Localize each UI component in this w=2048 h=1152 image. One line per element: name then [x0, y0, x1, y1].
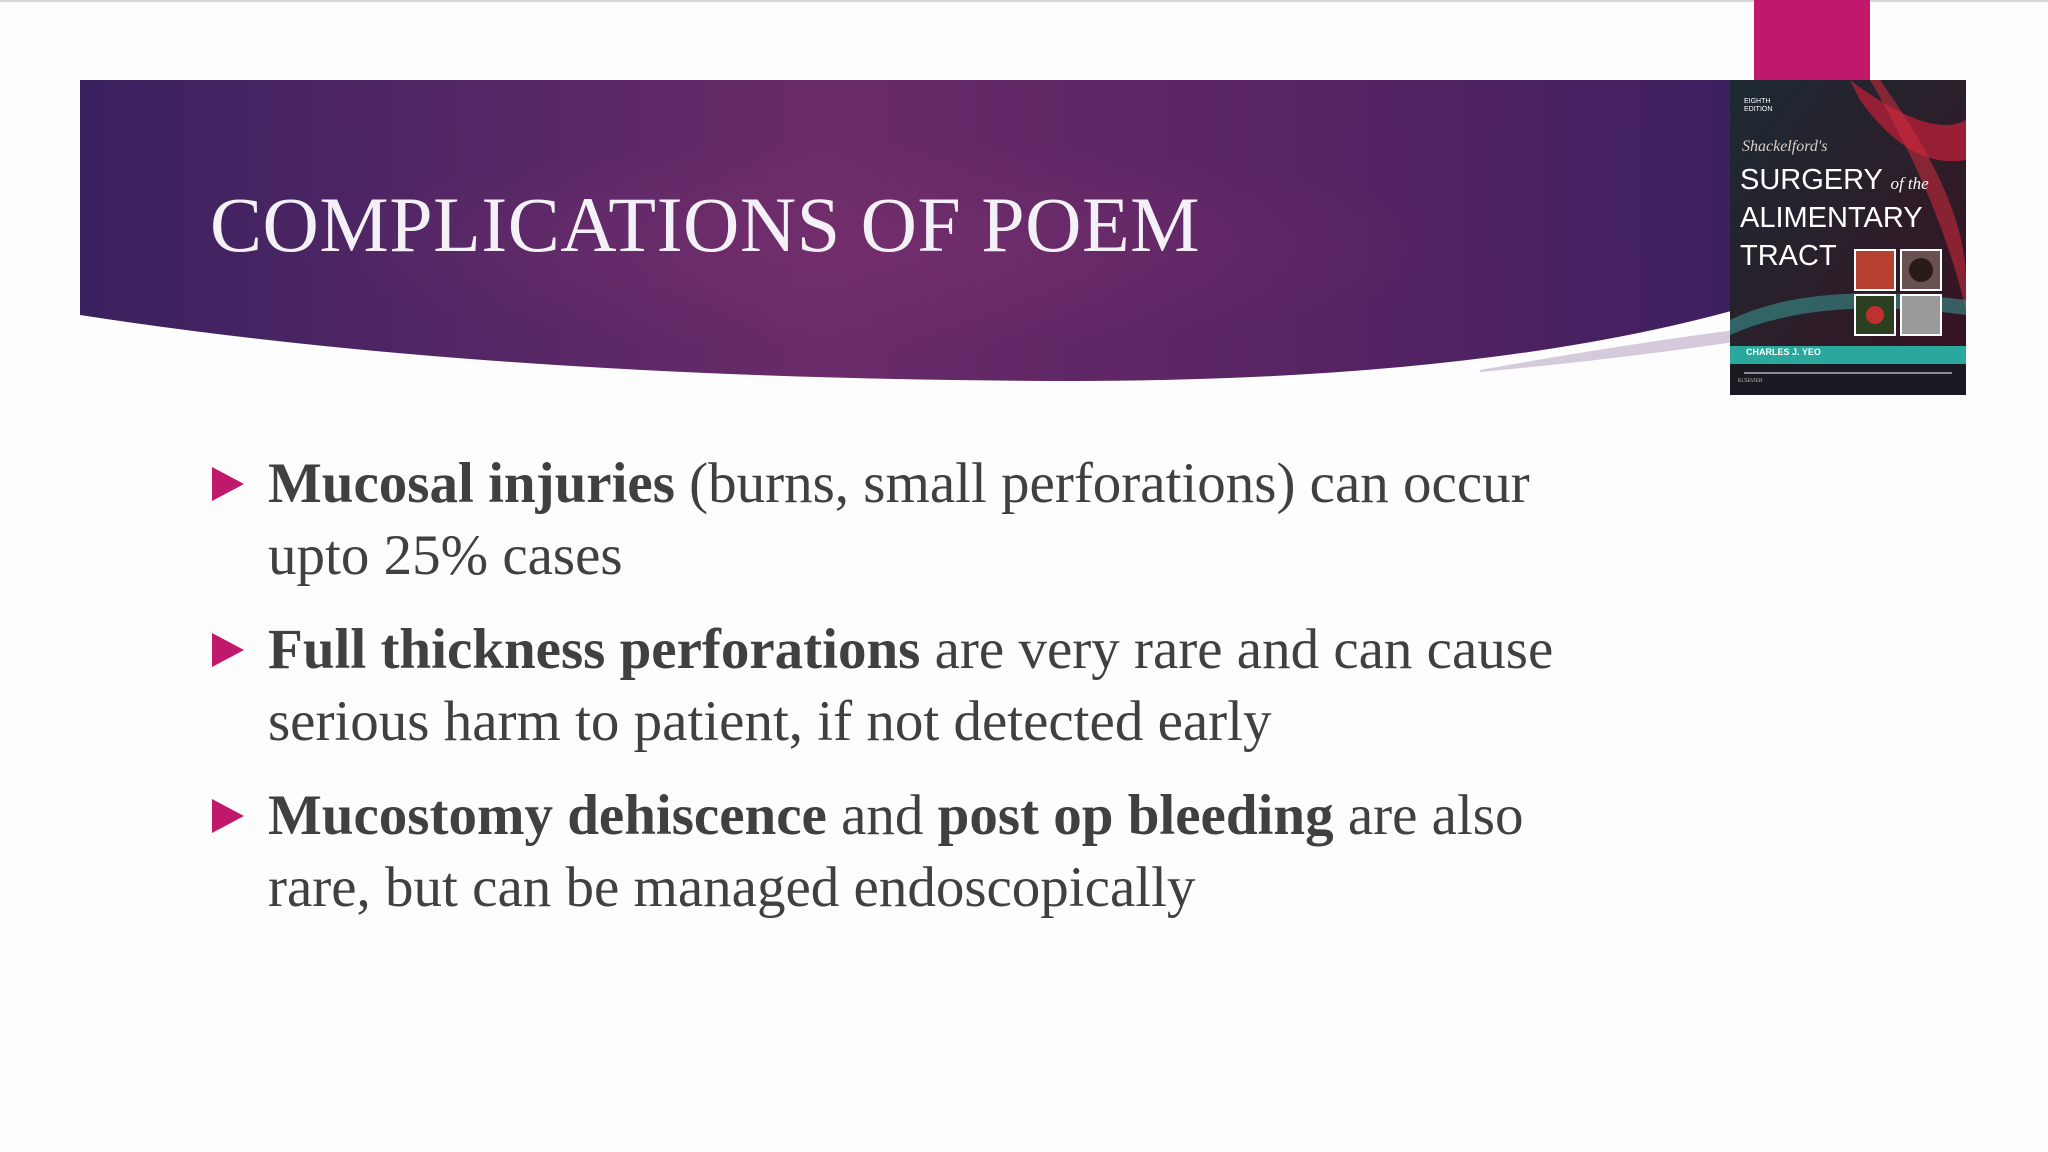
- triangle-bullet-icon: [212, 633, 244, 667]
- book-title-of-the: of the: [1890, 174, 1929, 193]
- bullet-text: are also rare, but can be managed endoscopically: [268, 784, 1524, 919]
- book-cover-image: [1730, 80, 1966, 395]
- top-divider: [0, 0, 2048, 2]
- triangle-bullet-icon: [212, 799, 244, 833]
- bullet-item: [210, 448, 1630, 592]
- book-title-surgery: SURGERY: [1740, 164, 1883, 196]
- bullet-item: [210, 780, 1630, 924]
- bullet-bold-text: Mucosal injuries: [268, 452, 675, 515]
- book-title-line2: ALIMENTARY: [1740, 202, 1923, 234]
- book-publisher: ELSEVIER: [1738, 378, 1763, 384]
- bullet-list: [210, 448, 1630, 946]
- bullet-text: are very rare and can cause serious harm to patient, if not detected early: [268, 618, 1554, 753]
- book-title-line3: TRACT: [1740, 240, 1837, 272]
- accent-tab: [1754, 0, 1870, 80]
- bullet-text: and: [826, 784, 938, 847]
- bullet-text: (burns, small perforations) can occur upto 25% cases: [268, 452, 1530, 587]
- bullet-bold-text: Mucostomy dehiscence: [268, 784, 827, 847]
- slide-title: COMPLICATIONS OF POEM: [210, 181, 1200, 268]
- book-author: Shackelford's: [1742, 138, 1828, 155]
- bullet-bold-text: Full thickness perforations: [268, 618, 921, 681]
- bullet-bold-text: post op bleeding: [937, 784, 1334, 847]
- triangle-bullet-icon: [212, 467, 244, 501]
- bullet-item: [210, 614, 1630, 758]
- book-edition: EIGHTH EDITION: [1744, 98, 1773, 113]
- book-title-line1: [1740, 164, 1929, 197]
- book-editor: CHARLES J. YEO: [1746, 347, 1821, 357]
